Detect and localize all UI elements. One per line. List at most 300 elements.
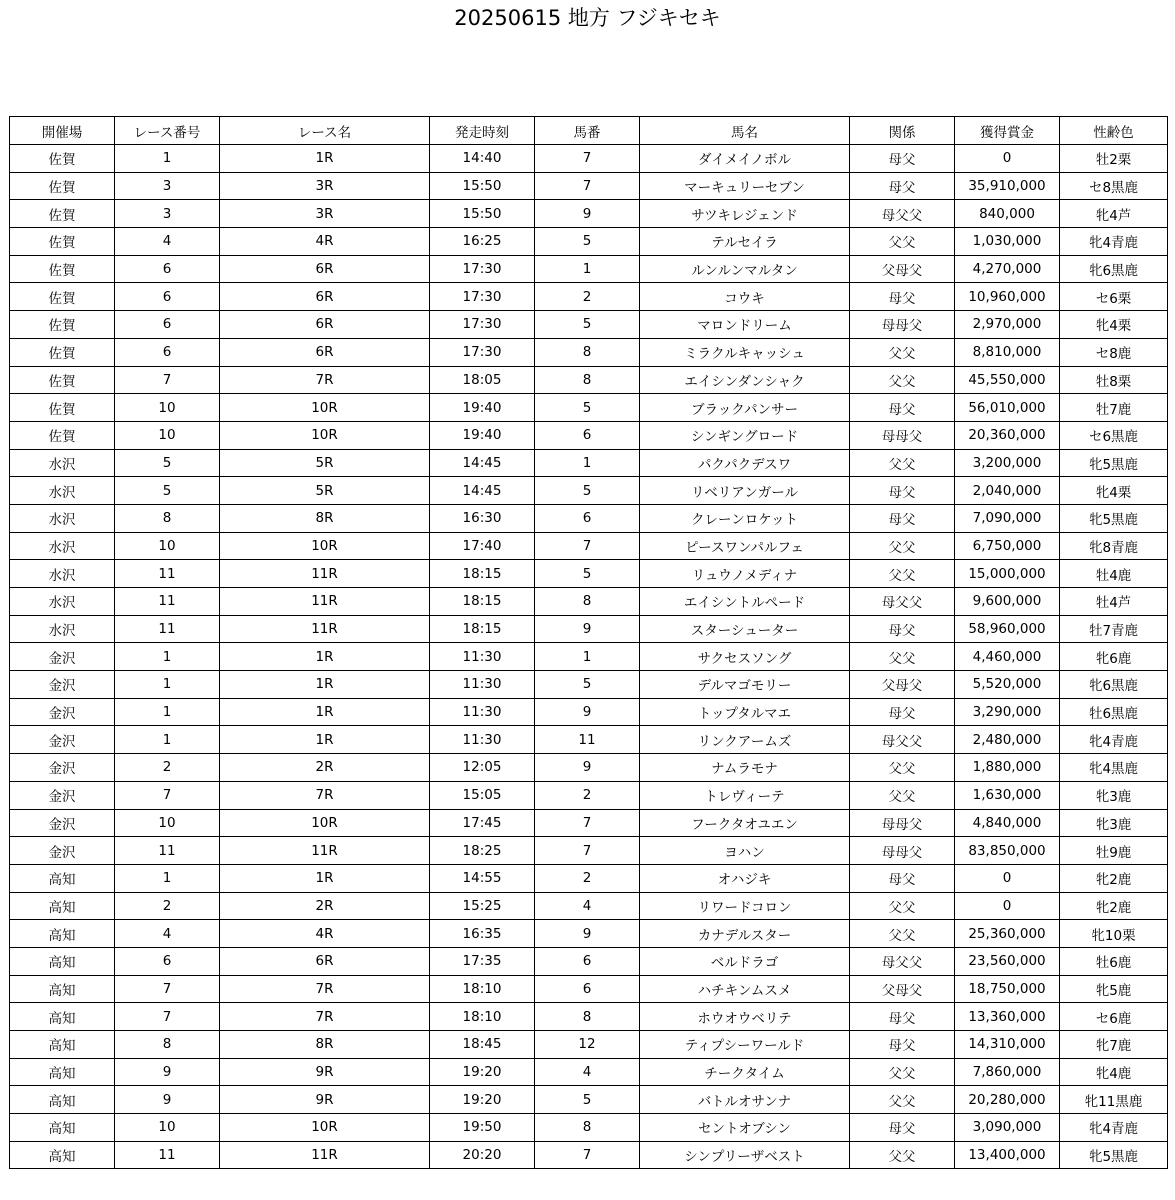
cell-venue: 佐賀 bbox=[10, 366, 115, 394]
table-row bbox=[10, 532, 1168, 560]
cell-race-number: 11 bbox=[115, 560, 220, 588]
cell-horse-name: リンクアームズ bbox=[640, 726, 850, 754]
cell-sex-age-color: 牝4青鹿 bbox=[1060, 228, 1168, 256]
cell-horse-number: 1 bbox=[535, 255, 640, 283]
cell-venue: 高知 bbox=[10, 864, 115, 892]
cell-race-name: 8R bbox=[220, 504, 430, 532]
cell-venue: 高知 bbox=[10, 975, 115, 1003]
cell-horse-name: ピースワンパルフェ bbox=[640, 532, 850, 560]
cell-horse-number: 4 bbox=[535, 892, 640, 920]
cell-horse-name: ベルドラゴ bbox=[640, 947, 850, 975]
cell-race-name: 10R bbox=[220, 532, 430, 560]
cell-relation: 母父父 bbox=[850, 726, 955, 754]
cell-venue: 水沢 bbox=[10, 449, 115, 477]
cell-race-name: 1R bbox=[220, 698, 430, 726]
cell-horse-name: シンギングロード bbox=[640, 421, 850, 449]
column-header-venue: 開催場 bbox=[10, 117, 115, 145]
cell-race-name: 1R bbox=[220, 643, 430, 671]
cell-horse-name: パクパクデスワ bbox=[640, 449, 850, 477]
cell-earnings: 4,460,000 bbox=[955, 643, 1060, 671]
column-header-horse-name: 馬名 bbox=[640, 117, 850, 145]
cell-race-name: 1R bbox=[220, 145, 430, 173]
cell-sex-age-color: 牝4栗 bbox=[1060, 311, 1168, 339]
cell-sex-age-color: 牝6黒鹿 bbox=[1060, 255, 1168, 283]
cell-horse-number: 8 bbox=[535, 338, 640, 366]
cell-horse-number: 1 bbox=[535, 449, 640, 477]
cell-earnings: 13,360,000 bbox=[955, 1003, 1060, 1031]
cell-venue: 金沢 bbox=[10, 643, 115, 671]
cell-venue: 佐賀 bbox=[10, 311, 115, 339]
cell-race-name: 10R bbox=[220, 421, 430, 449]
cell-race-name: 7R bbox=[220, 975, 430, 1003]
cell-race-name: 9R bbox=[220, 1086, 430, 1114]
cell-horse-name: クレーンロケット bbox=[640, 504, 850, 532]
cell-sex-age-color: 牝4青鹿 bbox=[1060, 726, 1168, 754]
cell-race-name: 7R bbox=[220, 1003, 430, 1031]
cell-relation: 父母父 bbox=[850, 975, 955, 1003]
cell-relation: 父父 bbox=[850, 754, 955, 782]
cell-relation: 父父 bbox=[850, 366, 955, 394]
cell-earnings: 45,550,000 bbox=[955, 366, 1060, 394]
cell-race-name: 8R bbox=[220, 1031, 430, 1059]
cell-horse-number: 7 bbox=[535, 809, 640, 837]
cell-earnings: 6,750,000 bbox=[955, 532, 1060, 560]
cell-earnings: 25,360,000 bbox=[955, 920, 1060, 948]
cell-relation: 父父 bbox=[850, 1058, 955, 1086]
cell-race-name: 11R bbox=[220, 588, 430, 616]
cell-race-number: 7 bbox=[115, 975, 220, 1003]
cell-sex-age-color: 牡4鹿 bbox=[1060, 560, 1168, 588]
table-row bbox=[10, 754, 1168, 782]
cell-race-number: 6 bbox=[115, 947, 220, 975]
table-row bbox=[10, 283, 1168, 311]
cell-sex-age-color: 牝5鹿 bbox=[1060, 975, 1168, 1003]
cell-sex-age-color: 牝3鹿 bbox=[1060, 809, 1168, 837]
cell-race-name: 7R bbox=[220, 781, 430, 809]
table-row bbox=[10, 504, 1168, 532]
cell-sex-age-color: 牡2栗 bbox=[1060, 145, 1168, 173]
cell-relation: 母父 bbox=[850, 1114, 955, 1142]
cell-sex-age-color: 牝6鹿 bbox=[1060, 643, 1168, 671]
cell-race-number: 4 bbox=[115, 920, 220, 948]
cell-race-name: 1R bbox=[220, 726, 430, 754]
table-row bbox=[10, 449, 1168, 477]
cell-venue: 水沢 bbox=[10, 615, 115, 643]
cell-race-name: 3R bbox=[220, 200, 430, 228]
cell-relation: 父父 bbox=[850, 338, 955, 366]
cell-sex-age-color: 牡4芦 bbox=[1060, 588, 1168, 616]
cell-race-name: 2R bbox=[220, 754, 430, 782]
cell-post-time: 11:30 bbox=[430, 671, 535, 699]
cell-race-number: 11 bbox=[115, 837, 220, 865]
cell-race-number: 11 bbox=[115, 1141, 220, 1169]
cell-race-name: 3R bbox=[220, 172, 430, 200]
cell-horse-name: チークタイム bbox=[640, 1058, 850, 1086]
cell-horse-number: 6 bbox=[535, 421, 640, 449]
cell-earnings: 0 bbox=[955, 892, 1060, 920]
cell-post-time: 11:30 bbox=[430, 643, 535, 671]
cell-horse-number: 9 bbox=[535, 200, 640, 228]
cell-venue: 高知 bbox=[10, 1114, 115, 1142]
cell-relation: 母母父 bbox=[850, 837, 955, 865]
cell-horse-number: 2 bbox=[535, 781, 640, 809]
cell-race-number: 6 bbox=[115, 283, 220, 311]
cell-horse-number: 8 bbox=[535, 366, 640, 394]
cell-venue: 佐賀 bbox=[10, 421, 115, 449]
cell-earnings: 56,010,000 bbox=[955, 394, 1060, 422]
cell-sex-age-color: 牡6黒鹿 bbox=[1060, 698, 1168, 726]
table-row bbox=[10, 1003, 1168, 1031]
cell-post-time: 16:25 bbox=[430, 228, 535, 256]
cell-venue: 佐賀 bbox=[10, 228, 115, 256]
cell-horse-name: シンプリーザベスト bbox=[640, 1141, 850, 1169]
cell-race-number: 6 bbox=[115, 338, 220, 366]
cell-race-name: 5R bbox=[220, 477, 430, 505]
cell-horse-number: 6 bbox=[535, 947, 640, 975]
cell-post-time: 17:30 bbox=[430, 311, 535, 339]
cell-race-number: 5 bbox=[115, 477, 220, 505]
cell-race-number: 7 bbox=[115, 366, 220, 394]
cell-horse-name: テルセイラ bbox=[640, 228, 850, 256]
cell-post-time: 16:30 bbox=[430, 504, 535, 532]
cell-horse-number: 9 bbox=[535, 615, 640, 643]
column-header-post-time: 発走時刻 bbox=[430, 117, 535, 145]
cell-post-time: 19:40 bbox=[430, 394, 535, 422]
cell-race-name: 4R bbox=[220, 920, 430, 948]
cell-race-name: 4R bbox=[220, 228, 430, 256]
cell-horse-number: 6 bbox=[535, 504, 640, 532]
cell-relation: 父父 bbox=[850, 892, 955, 920]
cell-sex-age-color: 牝5黒鹿 bbox=[1060, 504, 1168, 532]
cell-race-number: 1 bbox=[115, 726, 220, 754]
cell-venue: 高知 bbox=[10, 947, 115, 975]
table-body bbox=[10, 145, 1168, 1169]
cell-venue: 佐賀 bbox=[10, 172, 115, 200]
cell-horse-name: マロンドリーム bbox=[640, 311, 850, 339]
cell-race-name: 6R bbox=[220, 947, 430, 975]
cell-sex-age-color: 牝4黒鹿 bbox=[1060, 754, 1168, 782]
cell-race-name: 10R bbox=[220, 1114, 430, 1142]
cell-venue: 高知 bbox=[10, 920, 115, 948]
cell-horse-number: 6 bbox=[535, 975, 640, 1003]
cell-post-time: 18:15 bbox=[430, 560, 535, 588]
table-row bbox=[10, 338, 1168, 366]
cell-earnings: 0 bbox=[955, 864, 1060, 892]
cell-horse-name: オハジキ bbox=[640, 864, 850, 892]
cell-horse-number: 5 bbox=[535, 228, 640, 256]
cell-venue: 金沢 bbox=[10, 809, 115, 837]
cell-post-time: 19:40 bbox=[430, 421, 535, 449]
cell-venue: 金沢 bbox=[10, 726, 115, 754]
cell-venue: 高知 bbox=[10, 1003, 115, 1031]
cell-horse-number: 7 bbox=[535, 837, 640, 865]
cell-venue: 佐賀 bbox=[10, 283, 115, 311]
cell-horse-name: デルマゴモリー bbox=[640, 671, 850, 699]
cell-race-number: 10 bbox=[115, 809, 220, 837]
cell-horse-name: マーキュリーセブン bbox=[640, 172, 850, 200]
cell-post-time: 19:50 bbox=[430, 1114, 535, 1142]
cell-sex-age-color: 牝3鹿 bbox=[1060, 781, 1168, 809]
table-row bbox=[10, 1031, 1168, 1059]
cell-race-number: 9 bbox=[115, 1058, 220, 1086]
page-title: 20250615 地方 フジキセキ bbox=[454, 6, 721, 30]
cell-relation: 父父 bbox=[850, 560, 955, 588]
cell-relation: 母父 bbox=[850, 477, 955, 505]
cell-race-name: 1R bbox=[220, 864, 430, 892]
cell-relation: 母父父 bbox=[850, 588, 955, 616]
header-row bbox=[10, 117, 1168, 145]
cell-relation: 父父 bbox=[850, 228, 955, 256]
cell-horse-name: サツキレジェンド bbox=[640, 200, 850, 228]
cell-horse-number: 1 bbox=[535, 643, 640, 671]
cell-race-name: 11R bbox=[220, 837, 430, 865]
cell-horse-name: トレヴィーテ bbox=[640, 781, 850, 809]
cell-venue: 佐賀 bbox=[10, 200, 115, 228]
cell-horse-name: カナデルスター bbox=[640, 920, 850, 948]
cell-race-name: 2R bbox=[220, 892, 430, 920]
cell-relation: 母母父 bbox=[850, 809, 955, 837]
cell-earnings: 1,880,000 bbox=[955, 754, 1060, 782]
cell-relation: 母母父 bbox=[850, 311, 955, 339]
cell-venue: 金沢 bbox=[10, 781, 115, 809]
cell-horse-number: 8 bbox=[535, 588, 640, 616]
cell-race-number: 3 bbox=[115, 200, 220, 228]
cell-horse-name: リベリアンガール bbox=[640, 477, 850, 505]
cell-horse-name: ミラクルキャッシュ bbox=[640, 338, 850, 366]
cell-relation: 母父 bbox=[850, 698, 955, 726]
cell-race-number: 10 bbox=[115, 421, 220, 449]
cell-post-time: 16:35 bbox=[430, 920, 535, 948]
cell-race-number: 10 bbox=[115, 1114, 220, 1142]
cell-race-number: 1 bbox=[115, 698, 220, 726]
table-row bbox=[10, 809, 1168, 837]
cell-race-number: 1 bbox=[115, 864, 220, 892]
cell-relation: 母父 bbox=[850, 1031, 955, 1059]
table-row bbox=[10, 228, 1168, 256]
cell-earnings: 2,040,000 bbox=[955, 477, 1060, 505]
cell-sex-age-color: セ6栗 bbox=[1060, 283, 1168, 311]
column-header-race-name: レース名 bbox=[220, 117, 430, 145]
table-row bbox=[10, 920, 1168, 948]
table-row bbox=[10, 311, 1168, 339]
cell-sex-age-color: 牡8栗 bbox=[1060, 366, 1168, 394]
cell-post-time: 19:20 bbox=[430, 1058, 535, 1086]
cell-sex-age-color: セ6鹿 bbox=[1060, 1003, 1168, 1031]
cell-relation: 父父 bbox=[850, 920, 955, 948]
table-row bbox=[10, 200, 1168, 228]
cell-horse-name: ホウオウベリテ bbox=[640, 1003, 850, 1031]
cell-horse-number: 5 bbox=[535, 477, 640, 505]
cell-race-name: 5R bbox=[220, 449, 430, 477]
cell-earnings: 15,000,000 bbox=[955, 560, 1060, 588]
cell-horse-number: 8 bbox=[535, 1114, 640, 1142]
table-row bbox=[10, 172, 1168, 200]
cell-earnings: 10,960,000 bbox=[955, 283, 1060, 311]
cell-post-time: 18:15 bbox=[430, 615, 535, 643]
cell-post-time: 14:40 bbox=[430, 145, 535, 173]
cell-horse-name: トップタルマエ bbox=[640, 698, 850, 726]
cell-earnings: 840,000 bbox=[955, 200, 1060, 228]
cell-post-time: 17:30 bbox=[430, 283, 535, 311]
cell-sex-age-color: セ8鹿 bbox=[1060, 338, 1168, 366]
cell-earnings: 7,090,000 bbox=[955, 504, 1060, 532]
cell-horse-name: ハチキンムスメ bbox=[640, 975, 850, 1003]
cell-race-name: 10R bbox=[220, 394, 430, 422]
cell-sex-age-color: 牝2鹿 bbox=[1060, 864, 1168, 892]
cell-sex-age-color: 牝4鹿 bbox=[1060, 1058, 1168, 1086]
cell-horse-name: ルンルンマルタン bbox=[640, 255, 850, 283]
cell-race-number: 3 bbox=[115, 172, 220, 200]
cell-earnings: 3,090,000 bbox=[955, 1114, 1060, 1142]
cell-post-time: 15:05 bbox=[430, 781, 535, 809]
cell-sex-age-color: 牝6黒鹿 bbox=[1060, 671, 1168, 699]
cell-post-time: 18:10 bbox=[430, 1003, 535, 1031]
cell-race-name: 11R bbox=[220, 1141, 430, 1169]
cell-race-number: 6 bbox=[115, 255, 220, 283]
cell-relation: 父父 bbox=[850, 1086, 955, 1114]
table-row bbox=[10, 394, 1168, 422]
cell-post-time: 20:20 bbox=[430, 1141, 535, 1169]
cell-relation: 父母父 bbox=[850, 671, 955, 699]
table-row bbox=[10, 726, 1168, 754]
cell-relation: 母母父 bbox=[850, 421, 955, 449]
cell-horse-name: コウキ bbox=[640, 283, 850, 311]
cell-horse-name: ヨハン bbox=[640, 837, 850, 865]
cell-race-name: 6R bbox=[220, 255, 430, 283]
cell-relation: 母父 bbox=[850, 283, 955, 311]
table-row bbox=[10, 588, 1168, 616]
table-row bbox=[10, 643, 1168, 671]
cell-post-time: 18:05 bbox=[430, 366, 535, 394]
cell-horse-name: リュウノメディナ bbox=[640, 560, 850, 588]
cell-relation: 父父 bbox=[850, 1141, 955, 1169]
cell-earnings: 4,270,000 bbox=[955, 255, 1060, 283]
cell-horse-number: 5 bbox=[535, 1086, 640, 1114]
cell-race-number: 4 bbox=[115, 228, 220, 256]
cell-earnings: 3,290,000 bbox=[955, 698, 1060, 726]
cell-sex-age-color: 牝7鹿 bbox=[1060, 1031, 1168, 1059]
cell-race-number: 9 bbox=[115, 1086, 220, 1114]
cell-horse-number: 11 bbox=[535, 726, 640, 754]
cell-horse-number: 4 bbox=[535, 1058, 640, 1086]
cell-race-number: 1 bbox=[115, 643, 220, 671]
cell-venue: 水沢 bbox=[10, 532, 115, 560]
cell-earnings: 20,280,000 bbox=[955, 1086, 1060, 1114]
column-header-race-number: レース番号 bbox=[115, 117, 220, 145]
cell-venue: 佐賀 bbox=[10, 255, 115, 283]
cell-relation: 母父 bbox=[850, 394, 955, 422]
cell-post-time: 15:50 bbox=[430, 172, 535, 200]
cell-venue: 水沢 bbox=[10, 560, 115, 588]
cell-sex-age-color: 牡6鹿 bbox=[1060, 947, 1168, 975]
cell-race-name: 9R bbox=[220, 1058, 430, 1086]
cell-race-name: 11R bbox=[220, 615, 430, 643]
cell-race-name: 1R bbox=[220, 671, 430, 699]
cell-race-number: 11 bbox=[115, 615, 220, 643]
cell-earnings: 9,600,000 bbox=[955, 588, 1060, 616]
cell-horse-number: 2 bbox=[535, 283, 640, 311]
cell-post-time: 15:50 bbox=[430, 200, 535, 228]
cell-race-number: 1 bbox=[115, 671, 220, 699]
cell-horse-name: スターシューター bbox=[640, 615, 850, 643]
cell-venue: 高知 bbox=[10, 892, 115, 920]
cell-race-number: 11 bbox=[115, 588, 220, 616]
cell-venue: 高知 bbox=[10, 1086, 115, 1114]
cell-earnings: 2,970,000 bbox=[955, 311, 1060, 339]
cell-sex-age-color: 牝2鹿 bbox=[1060, 892, 1168, 920]
cell-post-time: 17:45 bbox=[430, 809, 535, 837]
cell-horse-number: 9 bbox=[535, 920, 640, 948]
cell-post-time: 14:55 bbox=[430, 864, 535, 892]
cell-venue: 高知 bbox=[10, 1141, 115, 1169]
cell-earnings: 0 bbox=[955, 145, 1060, 173]
cell-horse-number: 5 bbox=[535, 671, 640, 699]
cell-horse-number: 2 bbox=[535, 864, 640, 892]
cell-horse-number: 5 bbox=[535, 560, 640, 588]
cell-post-time: 11:30 bbox=[430, 698, 535, 726]
cell-race-number: 2 bbox=[115, 892, 220, 920]
cell-earnings: 13,400,000 bbox=[955, 1141, 1060, 1169]
cell-race-name: 10R bbox=[220, 809, 430, 837]
cell-venue: 佐賀 bbox=[10, 338, 115, 366]
cell-earnings: 18,750,000 bbox=[955, 975, 1060, 1003]
cell-race-number: 7 bbox=[115, 781, 220, 809]
cell-earnings: 23,560,000 bbox=[955, 947, 1060, 975]
cell-sex-age-color: セ6黒鹿 bbox=[1060, 421, 1168, 449]
table-row bbox=[10, 421, 1168, 449]
cell-horse-number: 7 bbox=[535, 532, 640, 560]
table-row bbox=[10, 255, 1168, 283]
table-row bbox=[10, 947, 1168, 975]
cell-earnings: 2,480,000 bbox=[955, 726, 1060, 754]
table-row bbox=[10, 781, 1168, 809]
cell-horse-number: 8 bbox=[535, 1003, 640, 1031]
cell-horse-number: 12 bbox=[535, 1031, 640, 1059]
cell-sex-age-color: 牡9鹿 bbox=[1060, 837, 1168, 865]
cell-horse-name: エイシントルペード bbox=[640, 588, 850, 616]
cell-horse-number: 7 bbox=[535, 172, 640, 200]
cell-post-time: 18:10 bbox=[430, 975, 535, 1003]
cell-horse-name: セントオブシン bbox=[640, 1114, 850, 1142]
cell-venue: 高知 bbox=[10, 1031, 115, 1059]
column-header-horse-number: 馬番 bbox=[535, 117, 640, 145]
table-row bbox=[10, 975, 1168, 1003]
results-table bbox=[9, 116, 1168, 1169]
cell-venue: 金沢 bbox=[10, 754, 115, 782]
cell-horse-name: バトルオサンナ bbox=[640, 1086, 850, 1114]
cell-horse-name: ティプシーワールド bbox=[640, 1031, 850, 1059]
cell-post-time: 14:45 bbox=[430, 477, 535, 505]
cell-sex-age-color: 牝10栗 bbox=[1060, 920, 1168, 948]
cell-race-name: 6R bbox=[220, 283, 430, 311]
cell-post-time: 18:15 bbox=[430, 588, 535, 616]
cell-earnings: 83,850,000 bbox=[955, 837, 1060, 865]
cell-race-number: 5 bbox=[115, 449, 220, 477]
cell-relation: 母父 bbox=[850, 864, 955, 892]
cell-venue: 水沢 bbox=[10, 588, 115, 616]
cell-earnings: 5,520,000 bbox=[955, 671, 1060, 699]
table-row bbox=[10, 477, 1168, 505]
cell-earnings: 8,810,000 bbox=[955, 338, 1060, 366]
cell-race-number: 8 bbox=[115, 1031, 220, 1059]
cell-post-time: 19:20 bbox=[430, 1086, 535, 1114]
cell-sex-age-color: 牝8青鹿 bbox=[1060, 532, 1168, 560]
cell-relation: 母父 bbox=[850, 615, 955, 643]
cell-post-time: 12:05 bbox=[430, 754, 535, 782]
cell-venue: 金沢 bbox=[10, 698, 115, 726]
cell-race-name: 7R bbox=[220, 366, 430, 394]
cell-horse-name: ナムラモナ bbox=[640, 754, 850, 782]
